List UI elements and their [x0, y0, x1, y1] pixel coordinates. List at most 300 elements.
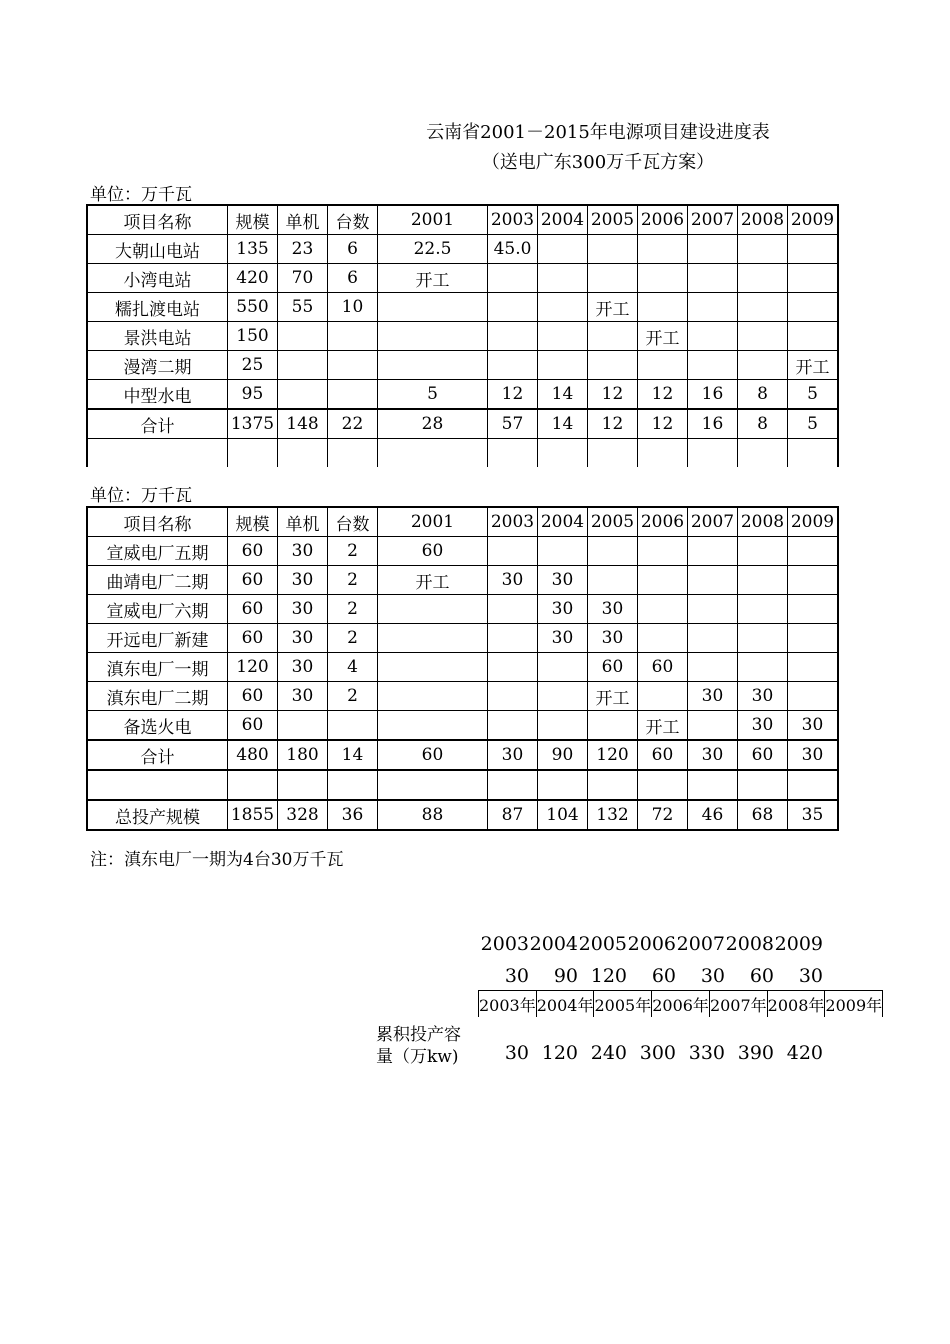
- value-cell: 132: [588, 800, 638, 830]
- summary-cell: 60: [749, 965, 774, 987]
- value-cell: [488, 537, 538, 566]
- value-cell: 开工: [788, 351, 839, 380]
- value-cell: 30: [278, 653, 328, 682]
- year-label-cell: 2004年: [536, 991, 594, 1018]
- value-cell: 30: [588, 624, 638, 653]
- summary-cell: 330: [688, 1042, 725, 1064]
- value-cell: [378, 439, 488, 468]
- value-cell: [638, 682, 688, 711]
- year-label-cell: 2005年: [594, 991, 652, 1018]
- value-cell: 2: [328, 566, 378, 595]
- cumulative-label: [376, 1024, 461, 1068]
- value-cell: 5: [788, 380, 839, 410]
- row-label-cell: 漫湾二期: [87, 351, 228, 380]
- value-cell: 87: [488, 800, 538, 830]
- value-cell: 88: [378, 800, 488, 830]
- value-cell: 30: [538, 624, 588, 653]
- value-cell: 120: [588, 740, 638, 770]
- summary-cell: 120: [541, 1042, 578, 1064]
- value-cell: 2005: [588, 205, 638, 235]
- value-cell: [228, 439, 278, 468]
- value-cell: [378, 711, 488, 741]
- value-cell: 规模: [228, 507, 278, 537]
- value-cell: 30: [278, 595, 328, 624]
- value-cell: 单机: [278, 205, 328, 235]
- value-cell: [738, 595, 788, 624]
- row-label-cell: 大朝山电站: [87, 235, 228, 264]
- value-cell: 480: [228, 740, 278, 770]
- thermal-table: [86, 506, 839, 831]
- row-label-cell: [87, 770, 228, 800]
- value-cell: 2007: [688, 205, 738, 235]
- value-cell: [538, 537, 588, 566]
- value-cell: 8: [738, 380, 788, 410]
- value-cell: 2004: [538, 205, 588, 235]
- row-label-cell: 合计: [87, 740, 228, 770]
- value-cell: 30: [688, 740, 738, 770]
- value-cell: [788, 264, 839, 293]
- cumulative-label-line2: 量（万kw): [376, 1047, 459, 1067]
- value-cell: 46: [688, 800, 738, 830]
- value-cell: 开工: [638, 711, 688, 741]
- value-cell: [378, 322, 488, 351]
- summary-cell: 240: [590, 1042, 627, 1064]
- value-cell: 60: [638, 740, 688, 770]
- value-cell: 2008: [738, 507, 788, 537]
- value-cell: [688, 595, 738, 624]
- summary-cell: 60: [651, 965, 676, 987]
- value-cell: 22.5: [378, 235, 488, 264]
- value-cell: 30: [488, 566, 538, 595]
- value-cell: [328, 439, 378, 468]
- summary-cell: 2004: [529, 933, 578, 955]
- value-cell: 1855: [228, 800, 278, 830]
- value-cell: 2003: [488, 507, 538, 537]
- table-row: [87, 566, 838, 595]
- summary-cell: 300: [639, 1042, 676, 1064]
- row-label-cell: 宣威电厂六期: [87, 595, 228, 624]
- table-row: [87, 351, 838, 380]
- value-cell: 台数: [328, 205, 378, 235]
- value-cell: [688, 566, 738, 595]
- value-cell: [328, 711, 378, 741]
- value-cell: [278, 770, 328, 800]
- value-cell: [488, 770, 538, 800]
- value-cell: [488, 264, 538, 293]
- value-cell: [588, 711, 638, 741]
- value-cell: [688, 235, 738, 264]
- year-label-cell: 2003年: [479, 991, 537, 1018]
- row-label-cell: 项目名称: [87, 205, 228, 235]
- value-cell: 30: [738, 682, 788, 711]
- value-cell: 4: [328, 653, 378, 682]
- value-cell: 30: [278, 537, 328, 566]
- value-cell: [538, 235, 588, 264]
- row-label-cell: 小湾电站: [87, 264, 228, 293]
- value-cell: 2004: [538, 507, 588, 537]
- value-cell: [538, 653, 588, 682]
- value-cell: 2007: [688, 507, 738, 537]
- value-cell: 72: [638, 800, 688, 830]
- summary-cell: 30: [504, 1042, 529, 1064]
- value-cell: 30: [538, 595, 588, 624]
- row-label-cell: [87, 439, 228, 468]
- value-cell: [538, 322, 588, 351]
- hydro-table: [86, 204, 839, 467]
- value-cell: 2006: [638, 507, 688, 537]
- value-cell: 2003: [488, 205, 538, 235]
- value-cell: 60: [638, 653, 688, 682]
- value-cell: [788, 682, 839, 711]
- summary-cell: 2007: [676, 933, 725, 955]
- value-cell: 60: [228, 566, 278, 595]
- value-cell: [738, 439, 788, 468]
- value-cell: 5: [378, 380, 488, 410]
- value-cell: [328, 351, 378, 380]
- value-cell: 14: [328, 740, 378, 770]
- value-cell: 开工: [378, 566, 488, 595]
- value-cell: [378, 770, 488, 800]
- header-row: [87, 507, 838, 537]
- grand-total-row: [87, 800, 838, 830]
- value-cell: [538, 264, 588, 293]
- summary-year-label-row: [478, 990, 883, 1017]
- value-cell: 开工: [588, 293, 638, 322]
- year-label-cell: 2009年: [825, 991, 883, 1018]
- summary-cell: 2006: [627, 933, 676, 955]
- value-cell: [638, 351, 688, 380]
- value-cell: 2009: [788, 507, 839, 537]
- row-label-cell: 开远电厂新建: [87, 624, 228, 653]
- value-cell: 45.0: [488, 235, 538, 264]
- row-label-cell: 曲靖电厂二期: [87, 566, 228, 595]
- unit-label-hydro: 单位：万千瓦: [90, 185, 192, 205]
- cumulative-label-line1: 累积投产容: [376, 1025, 461, 1045]
- value-cell: 开工: [588, 682, 638, 711]
- value-cell: 5: [788, 409, 839, 439]
- value-cell: 36: [328, 800, 378, 830]
- value-cell: [788, 439, 839, 468]
- value-cell: 60: [228, 595, 278, 624]
- value-cell: [638, 624, 688, 653]
- table-row: [87, 595, 838, 624]
- summary-annual-row: [480, 965, 823, 987]
- value-cell: 120: [228, 653, 278, 682]
- value-cell: 6: [328, 235, 378, 264]
- value-cell: [688, 770, 738, 800]
- value-cell: [738, 264, 788, 293]
- summary-cell: 30: [700, 965, 725, 987]
- value-cell: [738, 653, 788, 682]
- value-cell: 150: [228, 322, 278, 351]
- summary-cell: 120: [590, 965, 627, 987]
- value-cell: 30: [538, 566, 588, 595]
- value-cell: [738, 235, 788, 264]
- value-cell: 68: [738, 800, 788, 830]
- value-cell: [688, 439, 738, 468]
- value-cell: 60: [378, 537, 488, 566]
- value-cell: [228, 770, 278, 800]
- value-cell: [738, 566, 788, 595]
- value-cell: [638, 770, 688, 800]
- value-cell: [638, 235, 688, 264]
- value-cell: 2: [328, 537, 378, 566]
- value-cell: [278, 711, 328, 741]
- value-cell: 台数: [328, 507, 378, 537]
- value-cell: 70: [278, 264, 328, 293]
- value-cell: 2008: [738, 205, 788, 235]
- value-cell: [788, 293, 839, 322]
- value-cell: 12: [488, 380, 538, 410]
- summary-cell: 2008: [725, 933, 774, 955]
- value-cell: 30: [588, 595, 638, 624]
- value-cell: 60: [228, 682, 278, 711]
- value-cell: 单机: [278, 507, 328, 537]
- value-cell: 60: [588, 653, 638, 682]
- value-cell: 30: [278, 624, 328, 653]
- value-cell: 10: [328, 293, 378, 322]
- value-cell: 16: [688, 409, 738, 439]
- value-cell: [488, 322, 538, 351]
- value-cell: [538, 293, 588, 322]
- value-cell: 57: [488, 409, 538, 439]
- value-cell: 60: [738, 740, 788, 770]
- summary-cell: 2005: [578, 933, 627, 955]
- value-cell: [788, 624, 839, 653]
- value-cell: [788, 653, 839, 682]
- value-cell: [378, 595, 488, 624]
- value-cell: [588, 351, 638, 380]
- value-cell: 2: [328, 682, 378, 711]
- value-cell: 30: [278, 682, 328, 711]
- value-cell: 16: [688, 380, 738, 410]
- value-cell: 规模: [228, 205, 278, 235]
- value-cell: [588, 235, 638, 264]
- value-cell: 2001: [378, 507, 488, 537]
- value-cell: [788, 595, 839, 624]
- value-cell: 60: [228, 711, 278, 741]
- value-cell: 25: [228, 351, 278, 380]
- value-cell: 2006: [638, 205, 688, 235]
- value-cell: [488, 624, 538, 653]
- value-cell: 30: [738, 711, 788, 741]
- row-label-cell: 合计: [87, 409, 228, 439]
- value-cell: [278, 351, 328, 380]
- table-row: [87, 711, 838, 741]
- value-cell: 2: [328, 595, 378, 624]
- value-cell: [588, 264, 638, 293]
- value-cell: 8: [738, 409, 788, 439]
- value-cell: 2001: [378, 205, 488, 235]
- table-row: [87, 264, 838, 293]
- value-cell: 开工: [638, 322, 688, 351]
- value-cell: [688, 322, 738, 351]
- year-label-cell: 2007年: [709, 991, 767, 1018]
- table-row: [87, 653, 838, 682]
- value-cell: [488, 351, 538, 380]
- value-cell: [588, 439, 638, 468]
- value-cell: [488, 711, 538, 741]
- row-label-cell: 中型水电: [87, 380, 228, 410]
- value-cell: 30: [278, 566, 328, 595]
- value-cell: 12: [588, 409, 638, 439]
- row-label-cell: 糯扎渡电站: [87, 293, 228, 322]
- value-cell: [638, 566, 688, 595]
- row-label-cell: 备选火电: [87, 711, 228, 741]
- row-label-cell: 总投产规模: [87, 800, 228, 830]
- value-cell: 30: [788, 711, 839, 741]
- value-cell: 6: [328, 264, 378, 293]
- value-cell: [378, 351, 488, 380]
- summary-cell: 2009: [774, 933, 823, 955]
- unit-label-thermal: 单位：万千瓦: [90, 486, 192, 506]
- value-cell: 2005: [588, 507, 638, 537]
- row-label-cell: 景洪电站: [87, 322, 228, 351]
- row-label-cell: 滇东电厂一期: [87, 653, 228, 682]
- page-subtitle: （送电广东300万千瓦方案）: [481, 152, 715, 173]
- value-cell: [738, 351, 788, 380]
- value-cell: 60: [378, 740, 488, 770]
- value-cell: 180: [278, 740, 328, 770]
- value-cell: 35: [788, 800, 839, 830]
- value-cell: [278, 439, 328, 468]
- value-cell: 60: [228, 537, 278, 566]
- year-label-cell: 2008年: [767, 991, 825, 1018]
- value-cell: [688, 537, 738, 566]
- summary-cell: 90: [553, 965, 578, 987]
- value-cell: 148: [278, 409, 328, 439]
- table-row: [87, 293, 838, 322]
- value-cell: 23: [278, 235, 328, 264]
- row-label-cell: 项目名称: [87, 507, 228, 537]
- footnote: 注：滇东电厂一期为4台30万千瓦: [90, 850, 344, 870]
- value-cell: [328, 380, 378, 410]
- value-cell: [538, 351, 588, 380]
- table-row: [87, 624, 838, 653]
- value-cell: [738, 322, 788, 351]
- value-cell: 12: [588, 380, 638, 410]
- value-cell: [378, 682, 488, 711]
- value-cell: [488, 595, 538, 624]
- value-cell: 30: [788, 740, 839, 770]
- summary-cell: 30: [798, 965, 823, 987]
- value-cell: 2: [328, 624, 378, 653]
- value-cell: [588, 770, 638, 800]
- table-row: [87, 380, 838, 410]
- empty-row: [87, 770, 838, 800]
- summary-years-row: [480, 933, 823, 955]
- value-cell: 550: [228, 293, 278, 322]
- value-cell: [538, 770, 588, 800]
- summary-cell: 420: [786, 1042, 823, 1064]
- value-cell: [738, 624, 788, 653]
- value-cell: 135: [228, 235, 278, 264]
- value-cell: 1375: [228, 409, 278, 439]
- value-cell: 95: [228, 380, 278, 410]
- value-cell: 28: [378, 409, 488, 439]
- value-cell: [688, 711, 738, 741]
- value-cell: [688, 624, 738, 653]
- table-row: [87, 322, 838, 351]
- total-row: [87, 740, 838, 770]
- value-cell: [638, 293, 688, 322]
- value-cell: [788, 566, 839, 595]
- value-cell: [688, 653, 738, 682]
- empty-row: [87, 439, 838, 468]
- value-cell: [788, 770, 839, 800]
- value-cell: [538, 711, 588, 741]
- value-cell: [638, 264, 688, 293]
- value-cell: [738, 770, 788, 800]
- value-cell: [328, 322, 378, 351]
- table-row: [87, 537, 838, 566]
- summary-cell: 30: [504, 965, 529, 987]
- page-title: 云南省2001－2015年电源项目建设进度表: [426, 122, 770, 143]
- value-cell: [488, 293, 538, 322]
- value-cell: [488, 439, 538, 468]
- summary-cell: 2003: [480, 933, 529, 955]
- value-cell: [378, 624, 488, 653]
- value-cell: [378, 293, 488, 322]
- value-cell: [488, 682, 538, 711]
- value-cell: [488, 653, 538, 682]
- value-cell: [588, 322, 638, 351]
- value-cell: [688, 351, 738, 380]
- value-cell: [588, 566, 638, 595]
- value-cell: 30: [488, 740, 538, 770]
- value-cell: 14: [538, 409, 588, 439]
- total-row: [87, 409, 838, 439]
- value-cell: [278, 380, 328, 410]
- value-cell: [638, 595, 688, 624]
- value-cell: [788, 537, 839, 566]
- header-row: [87, 205, 838, 235]
- value-cell: [538, 682, 588, 711]
- summary-cell: 390: [737, 1042, 774, 1064]
- value-cell: 90: [538, 740, 588, 770]
- value-cell: [638, 537, 688, 566]
- value-cell: 328: [278, 800, 328, 830]
- value-cell: 12: [638, 380, 688, 410]
- row-label-cell: 宣威电厂五期: [87, 537, 228, 566]
- value-cell: [378, 653, 488, 682]
- value-cell: [328, 770, 378, 800]
- value-cell: [738, 293, 788, 322]
- value-cell: 30: [688, 682, 738, 711]
- value-cell: 60: [228, 624, 278, 653]
- value-cell: [788, 235, 839, 264]
- value-cell: 104: [538, 800, 588, 830]
- table-row: [87, 235, 838, 264]
- value-cell: 14: [538, 380, 588, 410]
- value-cell: [538, 439, 588, 468]
- value-cell: 12: [638, 409, 688, 439]
- summary-cumulative-row: [480, 1042, 823, 1064]
- value-cell: [688, 293, 738, 322]
- value-cell: [688, 264, 738, 293]
- value-cell: 55: [278, 293, 328, 322]
- value-cell: [588, 537, 638, 566]
- value-cell: 2009: [788, 205, 839, 235]
- table-row: [87, 682, 838, 711]
- value-cell: [788, 322, 839, 351]
- value-cell: [278, 322, 328, 351]
- value-cell: 22: [328, 409, 378, 439]
- value-cell: [638, 439, 688, 468]
- year-label-cell: 2006年: [652, 991, 710, 1018]
- row-label-cell: 滇东电厂二期: [87, 682, 228, 711]
- value-cell: 开工: [378, 264, 488, 293]
